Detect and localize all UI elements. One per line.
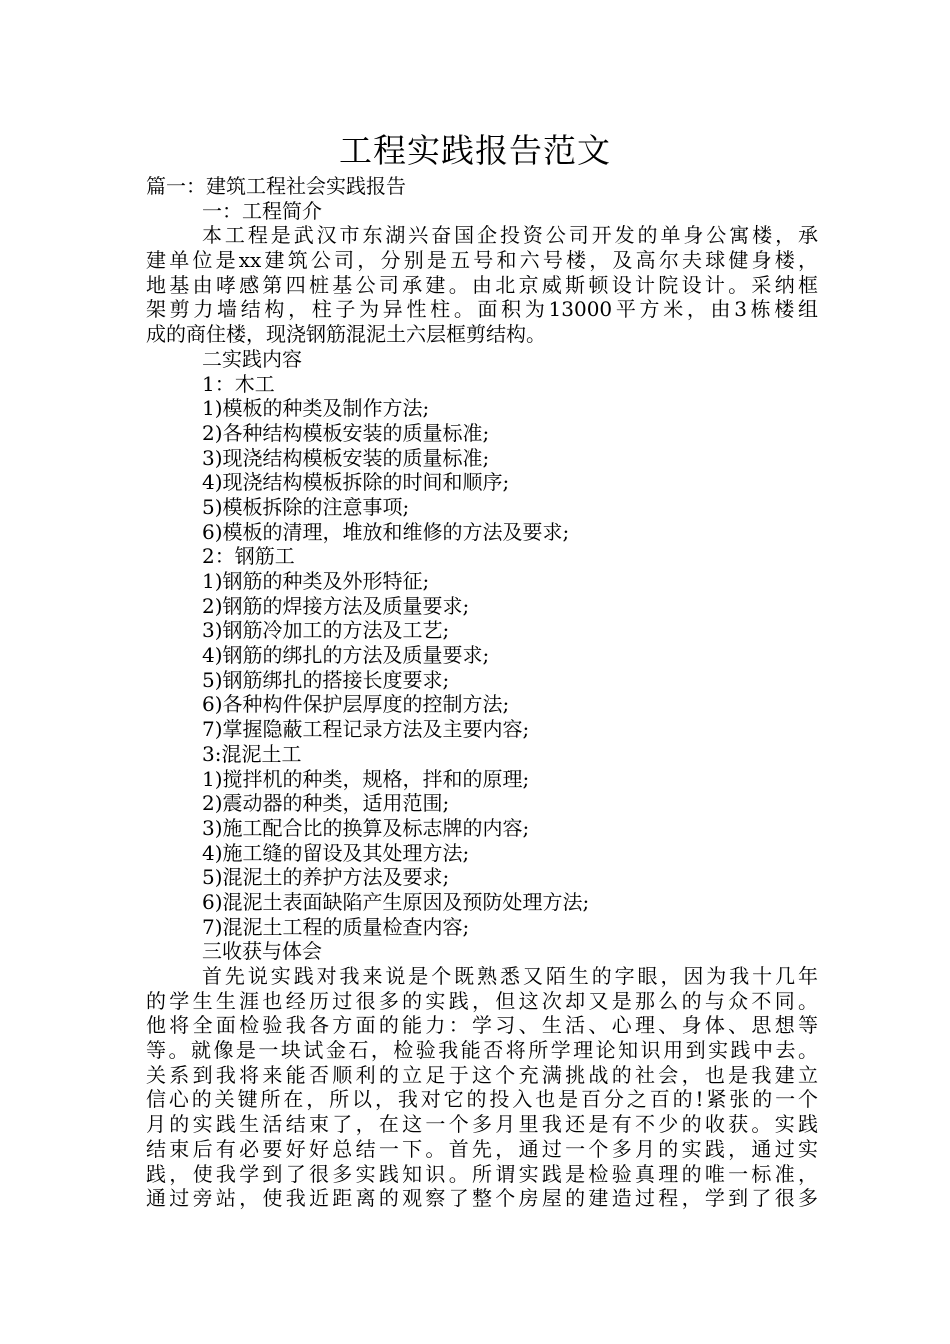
text-line: 本工程是武汉市东湖兴奋国企投资公司开发的单身公寓楼，承 — [202, 223, 818, 248]
document-title: 工程实践报告范文 — [339, 131, 611, 170]
text-line: 2)各种结构模板安装的质量标准; — [202, 420, 490, 445]
text-line: 5)模板拆除的注意事项; — [202, 494, 410, 519]
text-line: 等。就像是一块试金石，检验我能否将所学理论知识用到实践中去。 — [146, 1038, 818, 1063]
text-line: 3)施工配合比的换算及标志牌的内容; — [202, 815, 530, 840]
text-line: 结束后有必要好好总结一下。首先，通过一个多月的实践，通过实 — [146, 1136, 818, 1161]
text-line: 3:混泥土工 — [202, 741, 302, 766]
text-line: 三收获与体会 — [202, 939, 322, 964]
text-line: 一：工程简介 — [202, 198, 322, 223]
text-line: 6)混泥土表面缺陷产生原因及预防处理方法; — [202, 889, 590, 914]
text-line: 成的商住楼，现浇钢筋混泥土六层框剪结构。 — [146, 322, 546, 347]
document-body — [146, 174, 818, 1211]
text-line: 2)钢筋的焊接方法及质量要求; — [202, 593, 470, 618]
text-line: 地基由哮感第四桩基公司承建。由北京威斯顿设计院设计。采纳框 — [146, 272, 818, 297]
text-line: 关系到我将来能否顺利的立足于这个充满挑战的社会，也是我建立 — [146, 1062, 818, 1087]
text-line: 的学生生涯也经历过很多的实践，但这次却又是那么的与众不同。 — [146, 988, 818, 1013]
text-line: 践，使我学到了很多实践知识。所谓实践是检验真理的唯一标准， — [146, 1161, 818, 1186]
text-line: 他将全面检验我各方面的能力：学习、生活、心理、身体、思想等 — [146, 1013, 818, 1038]
text-line: 7)掌握隐蔽工程记录方法及主要内容; — [202, 717, 530, 742]
text-line: 1)钢筋的种类及外形特征; — [202, 569, 430, 593]
text-line: 信心的关键所在，所以，我对它的投入也是百分之百的!紧张的一个 — [146, 1087, 818, 1112]
text-line: 6)各种构件保护层厚度的控制方法; — [202, 692, 510, 717]
text-line: 4)施工缝的留设及其处理方法; — [202, 840, 470, 865]
text-line: 3)钢筋冷加工的方法及工艺; — [202, 618, 450, 643]
text-line: 通过旁站，使我近距离的观察了整个房屋的建造过程，学到了很多 — [146, 1186, 818, 1211]
text-line: 6)模板的清理，堆放和维修的方法及要求; — [202, 519, 570, 544]
text-line: 3)现浇结构模板安装的质量标准; — [202, 445, 490, 470]
text-line: 1)模板的种类及制作方法; — [202, 396, 430, 421]
text-line: 4)钢筋的绑扎的方法及质量要求; — [202, 643, 490, 668]
text-line: 月的实践生活结束了，在这一个多月里我还是有不少的收获。实践 — [146, 1112, 818, 1137]
text-line: 7)混泥土工程的质量检查内容; — [202, 914, 470, 939]
text-line: 4)现浇结构模板拆除的时间和顺序; — [202, 470, 510, 495]
text-line: 建单位是xx建筑公司，分别是五号和六号楼，及高尔夫球健身楼， — [146, 248, 818, 273]
text-line: 二实践内容 — [202, 346, 302, 371]
text-line: 2：钢筋工 — [202, 544, 295, 569]
text-line: 首先说实践对我来说是个既熟悉又陌生的字眼，因为我十几年 — [202, 964, 818, 988]
text-line: 2)震动器的种类，适用范围; — [202, 791, 450, 816]
text-line: 5)钢筋绑扎的搭接长度要求; — [202, 667, 450, 692]
text-line: 篇一：建筑工程社会实践报告 — [146, 174, 406, 198]
text-line: 架剪力墙结构，柱子为异性柱。面积为13000平方米，由3栋楼组 — [146, 297, 818, 322]
text-line: 1)搅拌机的种类，规格，拌和的原理; — [202, 766, 530, 791]
text-line: 1：木工 — [202, 371, 275, 396]
text-line: 5)混泥土的养护方法及要求; — [202, 865, 450, 890]
